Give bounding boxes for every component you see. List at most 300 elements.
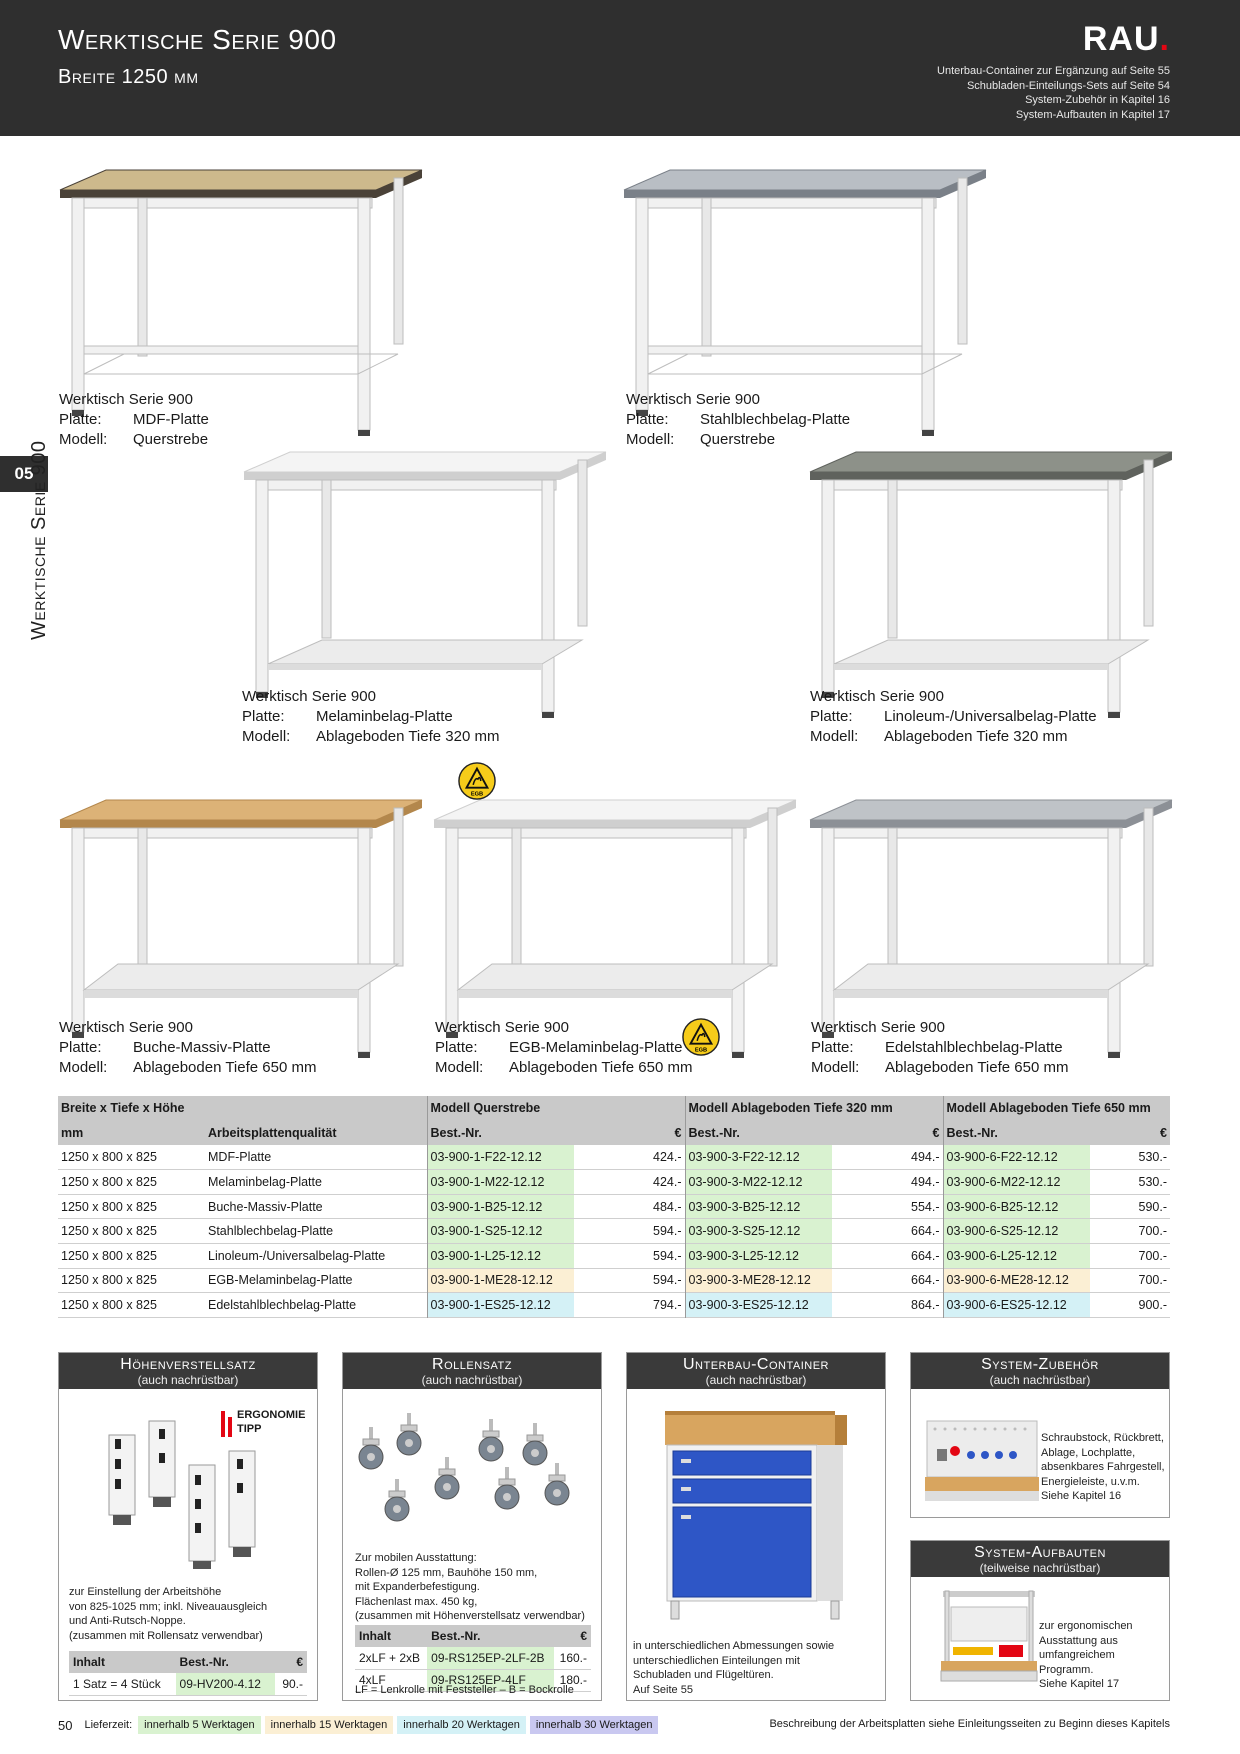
- col-header: €: [832, 1121, 943, 1146]
- caption-name: Werktisch Serie 900: [626, 391, 760, 408]
- table-row: [58, 1194, 1170, 1219]
- tabletop-edge: [810, 472, 1126, 480]
- caption-value: Buche-Massiv-Platte: [133, 1039, 271, 1056]
- caption-value: Ablageboden Tiefe 650 mm: [133, 1059, 317, 1076]
- shelf: [834, 964, 1148, 990]
- col-header: €: [275, 1651, 307, 1673]
- table-row: [355, 1647, 591, 1669]
- cell-dimensions: 1250 x 800 x 825: [61, 1150, 157, 1165]
- text-line: unterschiedlichen Einteilungen mit: [633, 1654, 800, 1667]
- caption-value: Linoleum-/Universalbelag-Platte: [884, 708, 1097, 725]
- front-leg: [446, 828, 458, 1032]
- cell-price: 90.-: [275, 1673, 307, 1695]
- caption-name: Werktisch Serie 900: [435, 1019, 569, 1036]
- frame-rail: [72, 198, 372, 208]
- frame-rail: [446, 828, 746, 838]
- rau-logo: [1083, 20, 1170, 59]
- height-adjust-feet-image: [89, 1419, 269, 1569]
- col-header: Best.-Nr.: [427, 1625, 554, 1647]
- caption-key: Platte:: [59, 411, 102, 428]
- text-line: Schraubstock, Rückbrett,: [1041, 1432, 1164, 1444]
- caption-name: Werktisch Serie 900: [242, 688, 376, 705]
- leg-foot: [358, 1052, 370, 1058]
- text-line: in unterschiedlichen Abmessungen sowie: [633, 1640, 835, 1652]
- esd-warning-icon: [458, 762, 496, 800]
- cell-best-nr-querstrebe: 03-900-1-ES25-12.12: [427, 1293, 574, 1318]
- caster-legend: LF = Lenkrolle mit Feststeller – B = Bockrolle: [355, 1684, 574, 1696]
- accessories-image: [925, 1419, 1039, 1503]
- cell-best-nr-querstrebe: 03-900-1-S25-12.12: [427, 1219, 574, 1244]
- box-subtitle: (auch nachrüstbar): [705, 1373, 807, 1387]
- cell-best-nr: 09-RS125EP-4LF: [427, 1669, 554, 1691]
- cell-dimensions: 1250 x 800 x 825: [61, 1298, 157, 1313]
- back-leg: [578, 460, 587, 626]
- shelf: [84, 964, 398, 990]
- frame-rail: [636, 198, 936, 208]
- col-header: Breite x Tiefe x Höhe: [58, 1096, 205, 1121]
- box-title: System-Aufbauten: [974, 1544, 1106, 1561]
- cell-plate-quality: Stahlblechbelag-Platte: [208, 1224, 334, 1239]
- text-line: Siehe Kapitel 17: [1039, 1678, 1120, 1690]
- shelf: [834, 640, 1148, 664]
- frame-rail: [256, 480, 556, 490]
- front-leg: [358, 198, 370, 430]
- back-leg: [768, 808, 777, 966]
- box-header: [627, 1353, 885, 1389]
- caster-icon: [397, 1413, 421, 1455]
- cell-best-nr-querstrebe: 03-900-1-L25-12.12: [427, 1244, 574, 1269]
- table-row: [58, 1268, 1170, 1293]
- text-line: mit Expanderbefestigung.: [355, 1581, 480, 1593]
- text-line: (zusammen mit Höhenverstellsatz verwendbar): [355, 1610, 585, 1622]
- text-line: Flächenlast max. 450 kg,: [355, 1595, 478, 1608]
- chapter-side-label: Werktische Serie 900: [28, 440, 50, 640]
- cell-best-nr-320: 03-900-3-B25-12.12: [685, 1194, 832, 1219]
- caster-icon: [385, 1479, 409, 1521]
- box-title: Höhenverstellsatz: [120, 1356, 256, 1373]
- table-row: [58, 1244, 1170, 1269]
- cell-price-querstrebe: 594.-: [653, 1248, 682, 1263]
- page-subtitle: Breite 1250 mm: [58, 66, 199, 88]
- cross-strut: [84, 346, 358, 354]
- back-leg: [394, 808, 403, 966]
- table-row: [58, 1145, 1170, 1170]
- table-head-row: [58, 1121, 1170, 1146]
- leg-foot: [542, 712, 554, 718]
- cell-price-650: 530.-: [1138, 1150, 1167, 1165]
- logo-text: RAU: [1082, 20, 1160, 58]
- tabletop: [60, 170, 422, 190]
- cell-best-nr-650: 03-900-6-ME28-12.12: [943, 1268, 1090, 1293]
- ergonomie-icon: [219, 1409, 235, 1439]
- cross-strut-base: [648, 354, 962, 374]
- back-leg: [512, 828, 521, 978]
- box-subtitle: (teilweise nachrüstbar): [979, 1561, 1101, 1575]
- text-line: zur Einstellung der Arbeitshöhe: [69, 1586, 222, 1598]
- front-leg: [1108, 828, 1120, 1052]
- box-text: [1039, 1619, 1133, 1692]
- caption-name: Werktisch Serie 900: [59, 391, 193, 408]
- col-header: Best.-Nr.: [943, 1121, 1090, 1146]
- caption-key: Modell:: [811, 1059, 860, 1076]
- caption-key: Platte:: [810, 708, 853, 725]
- cross-strut-base: [84, 354, 398, 374]
- footer-note: Beschreibung der Arbeitsplatten siehe Einleitungsseiten zu Beginn dieses Kapitels: [769, 1718, 1170, 1730]
- cell-plate-quality: EGB-Melaminbelag-Platte: [208, 1273, 353, 1288]
- leg-foot: [922, 430, 934, 436]
- box-title: Unterbau-Container: [682, 1356, 830, 1373]
- back-leg: [702, 198, 711, 356]
- text-line: zur ergonomischen: [1039, 1620, 1133, 1632]
- text-line: umfangreichem: [1039, 1649, 1115, 1661]
- text-line: (zusammen mit Rollensatz verwendbar): [69, 1629, 263, 1642]
- table-head-row: [69, 1651, 307, 1673]
- caption-name: Werktisch Serie 900: [59, 1019, 193, 1036]
- shelf-edge: [268, 664, 542, 670]
- cell-price-320: 664.-: [911, 1224, 940, 1239]
- shelf-edge: [458, 990, 732, 998]
- col-header: €: [574, 1121, 685, 1146]
- cell-best-nr-querstrebe: 03-900-1-F22-12.12: [427, 1145, 574, 1170]
- caption-value: Ablageboden Tiefe 650 mm: [509, 1059, 693, 1076]
- cell-inhalt: 1 Satz = 4 Stück: [69, 1673, 176, 1695]
- cell-plate-quality: Linoleum-/Universalbelag-Platte: [208, 1248, 386, 1263]
- cell-best-nr-650: 03-900-6-M22-12.12: [943, 1170, 1090, 1195]
- caster-icon: [545, 1463, 569, 1505]
- caster-icon: [479, 1419, 503, 1461]
- tabletop: [434, 800, 796, 820]
- box-header: [343, 1353, 601, 1389]
- cell-price-320: 554.-: [911, 1199, 940, 1214]
- product-caption: [435, 1018, 692, 1078]
- tabletop: [624, 170, 986, 190]
- col-header: mm: [58, 1121, 205, 1146]
- cell-best-nr-320: 03-900-3-S25-12.12: [685, 1219, 832, 1244]
- cell-best-nr-320: 03-900-3-ME28-12.12: [685, 1268, 832, 1293]
- cell-price: 160.-: [554, 1647, 591, 1669]
- caption-name: Werktisch Serie 900: [810, 688, 944, 705]
- caption-key: Modell:: [626, 431, 675, 448]
- shelf-edge: [834, 664, 1108, 670]
- front-leg: [542, 480, 554, 712]
- box-title: Rollensatz: [432, 1356, 512, 1373]
- back-leg: [138, 198, 147, 356]
- cell-best-nr-320: 03-900-3-L25-12.12: [685, 1244, 832, 1269]
- box-text: [1041, 1431, 1165, 1504]
- box-subtitle: (auch nachrüstbar): [137, 1373, 239, 1387]
- cell-best-nr-650: 03-900-6-S25-12.12: [943, 1219, 1090, 1244]
- caption-value: Querstrebe: [700, 431, 776, 448]
- superstructure-image: [939, 1589, 1039, 1693]
- tabletop-edge: [434, 820, 750, 828]
- delivery-chip-20: innerhalb 20 Werktagen: [397, 1716, 526, 1734]
- product-caption: [626, 390, 850, 450]
- ergonomie-tipp-badge: [219, 1407, 311, 1441]
- cell-inhalt: 4xLF: [355, 1669, 427, 1691]
- ref-line: System-Zubehör in Kapitel 16: [1025, 94, 1170, 106]
- page-footer: [58, 1713, 1170, 1737]
- cell-plate-quality: Edelstahlblechbelag-Platte: [208, 1298, 357, 1313]
- text-line: Rollen-Ø 125 mm, Bauhöhe 150 mm,: [355, 1566, 538, 1579]
- product-caption: [811, 1018, 1068, 1078]
- cell-best-nr-320: 03-900-3-F22-12.12: [685, 1145, 832, 1170]
- text-line: Energieleiste, u.v.m.: [1041, 1475, 1140, 1488]
- col-header: Arbeitsplattenqualität: [205, 1121, 427, 1146]
- delivery-chip-5: innerhalb 5 Werktagen: [138, 1716, 260, 1734]
- cell-best-nr-650: 03-900-6-L25-12.12: [943, 1244, 1090, 1269]
- cell-price-650: 900.-: [1138, 1298, 1167, 1313]
- col-header: [205, 1096, 427, 1121]
- back-leg: [322, 480, 331, 638]
- tabletop: [244, 452, 606, 472]
- caption-key: Platte:: [435, 1039, 478, 1056]
- container-cabinet-image: [661, 1407, 851, 1629]
- cell-price-querstrebe: 424.-: [653, 1175, 682, 1190]
- cell-dimensions: 1250 x 800 x 825: [61, 1248, 157, 1263]
- tabletop: [810, 800, 1172, 820]
- cell-plate-quality: Buche-Massiv-Platte: [208, 1199, 323, 1214]
- cell-price-320: 864.-: [911, 1298, 940, 1313]
- caption-name: Werktisch Serie 900: [811, 1019, 945, 1036]
- frame-rail: [822, 480, 1122, 490]
- cell-price-650: 590.-: [1138, 1199, 1167, 1214]
- caption-key: Modell:: [810, 728, 859, 745]
- caption-key: Modell:: [59, 1059, 108, 1076]
- tabletop-edge: [244, 472, 560, 480]
- caption-value: Edelstahlblechbelag-Platte: [885, 1039, 1063, 1056]
- page-title: Werktische Serie 900: [58, 24, 337, 55]
- box-text: [69, 1585, 267, 1643]
- frame-rail: [72, 828, 372, 838]
- box-subtitle: (auch nachrüstbar): [989, 1373, 1091, 1387]
- col-header: €: [1090, 1121, 1170, 1146]
- cell-price-querstrebe: 484.-: [653, 1199, 682, 1214]
- cell-dimensions: 1250 x 800 x 825: [61, 1273, 157, 1288]
- cell-plate-quality: Melaminbelag-Platte: [208, 1175, 322, 1190]
- caption-value: Stahlblechbelag-Platte: [700, 411, 851, 428]
- table-row: [58, 1219, 1170, 1244]
- front-leg: [822, 828, 834, 1032]
- cell-price-querstrebe: 794.-: [653, 1298, 682, 1313]
- back-leg: [1144, 460, 1153, 626]
- leg-foot: [358, 430, 370, 436]
- back-leg: [888, 480, 897, 638]
- cell-price-650: 700.-: [1138, 1248, 1167, 1263]
- back-leg: [394, 178, 403, 344]
- caption-value: Ablageboden Tiefe 650 mm: [885, 1059, 1069, 1076]
- front-leg: [822, 480, 834, 692]
- cell-best-nr-querstrebe: 03-900-1-ME28-12.12: [427, 1268, 574, 1293]
- cell-price-650: 700.-: [1138, 1224, 1167, 1239]
- leg-foot: [1108, 1052, 1120, 1058]
- order-table: [355, 1625, 591, 1692]
- tabletop-edge: [810, 820, 1126, 828]
- badge-line: TIPP: [237, 1423, 262, 1435]
- esd-label: EGB: [470, 791, 484, 798]
- cell-best-nr-querstrebe: 03-900-1-B25-12.12: [427, 1194, 574, 1219]
- cell-best-nr-querstrebe: 03-900-1-M22-12.12: [427, 1170, 574, 1195]
- box-text: [633, 1639, 834, 1697]
- caption-key: Modell:: [435, 1059, 484, 1076]
- table-row: [58, 1293, 1170, 1318]
- table-row: [69, 1673, 307, 1695]
- shelf-edge: [834, 990, 1108, 998]
- cell-best-nr: 09-RS125EP-2LF-2B: [427, 1647, 554, 1669]
- front-leg: [922, 198, 934, 430]
- leg-foot: [1108, 712, 1120, 718]
- col-header: Inhalt: [355, 1625, 427, 1647]
- shelf: [268, 640, 582, 664]
- cell-plate-quality: MDF-Platte: [208, 1150, 272, 1165]
- table-head-row: [58, 1096, 1170, 1121]
- caption-value: Melaminbelag-Platte: [316, 708, 453, 725]
- delivery-chip-30: innerhalb 30 Werktagen: [530, 1716, 659, 1734]
- box-header: [911, 1541, 1169, 1577]
- tabletop-edge: [624, 190, 940, 198]
- col-header: Modell Querstrebe: [427, 1096, 685, 1121]
- col-header: Best.-Nr.: [427, 1121, 574, 1146]
- tabletop: [60, 800, 422, 820]
- box-rollensatz: [342, 1352, 602, 1701]
- table-row: [58, 1170, 1170, 1195]
- back-leg: [138, 828, 147, 978]
- cell-price-650: 700.-: [1138, 1273, 1167, 1288]
- front-leg: [1108, 480, 1120, 712]
- box-header: [59, 1353, 317, 1389]
- shelf: [458, 964, 772, 990]
- back-leg: [888, 828, 897, 978]
- front-leg: [636, 198, 648, 410]
- box-system-aufbauten: [910, 1540, 1170, 1701]
- caption-value: MDF-Platte: [133, 411, 209, 428]
- cell-best-nr-650: 03-900-6-B25-12.12: [943, 1194, 1090, 1219]
- text-line: und Anti-Rutsch-Noppe.: [69, 1615, 186, 1627]
- price-table: [58, 1096, 1170, 1318]
- text-line: von 825-1025 mm; inkl. Niveauausgleich: [69, 1600, 268, 1613]
- ref-line: Unterbau-Container zur Ergänzung auf Seite 55: [937, 65, 1170, 77]
- text-line: Siehe Kapitel 16: [1041, 1490, 1122, 1502]
- text-line: Ausstattung aus: [1039, 1634, 1118, 1647]
- caster-icon: [523, 1423, 547, 1465]
- cell-price-320: 494.-: [911, 1150, 940, 1165]
- ref-line: Schubladen-Einteilungs-Sets auf Seite 54: [966, 79, 1170, 92]
- chapter-tab: 05: [0, 456, 48, 492]
- product-caption: [810, 687, 1097, 747]
- page-header: [0, 0, 1240, 136]
- leg-foot: [732, 1052, 744, 1058]
- front-leg: [72, 828, 84, 1032]
- front-leg: [72, 198, 84, 410]
- esd-label: EGB: [694, 1047, 708, 1054]
- cell-best-nr: 09-HV200-4.12: [176, 1673, 276, 1695]
- caster-icon: [495, 1467, 519, 1509]
- col-header: Modell Ablageboden Tiefe 320 mm: [685, 1096, 943, 1121]
- table-image-melamine: [242, 450, 608, 720]
- caption-value: Ablageboden Tiefe 320 mm: [316, 728, 500, 745]
- cell-price: 180.-: [554, 1669, 591, 1691]
- page-number: 50: [58, 1717, 73, 1733]
- col-header: Best.-Nr.: [176, 1651, 276, 1673]
- caption-key: Platte:: [59, 1039, 102, 1056]
- front-leg: [256, 480, 268, 692]
- cell-price-querstrebe: 594.-: [653, 1273, 682, 1288]
- cell-best-nr-320: 03-900-3-M22-12.12: [685, 1170, 832, 1195]
- product-caption: [59, 1018, 316, 1078]
- delivery-chip-15: innerhalb 15 Werktagen: [265, 1716, 394, 1734]
- caption-key: Platte:: [626, 411, 669, 428]
- box-subtitle: (auch nachrüstbar): [421, 1373, 523, 1387]
- caption-key: Platte:: [811, 1039, 854, 1056]
- cell-price-querstrebe: 594.-: [653, 1224, 682, 1239]
- cell-best-nr-650: 03-900-6-F22-12.12: [943, 1145, 1090, 1170]
- badge-line: ERGONOMIE: [237, 1409, 306, 1421]
- caption-value: EGB-Melaminbelag-Platte: [509, 1039, 683, 1056]
- text-line: Programm.: [1039, 1663, 1094, 1676]
- col-header: Inhalt: [69, 1651, 176, 1673]
- cell-price-650: 530.-: [1138, 1175, 1167, 1190]
- back-leg: [1144, 808, 1153, 966]
- table-image-linoleum: [808, 450, 1174, 720]
- tabletop-edge: [60, 820, 376, 828]
- caption-value: Ablageboden Tiefe 320 mm: [884, 728, 1068, 745]
- product-caption: [242, 687, 499, 747]
- cell-best-nr-650: 03-900-6-ES25-12.12: [943, 1293, 1090, 1318]
- text-line: Zur mobilen Ausstattung:: [355, 1552, 477, 1564]
- box-title: System-Zubehör: [981, 1356, 1099, 1373]
- front-leg: [358, 828, 370, 1052]
- delivery-label: Lieferzeit:: [84, 1719, 133, 1731]
- cell-price-querstrebe: 424.-: [653, 1150, 682, 1165]
- caption-key: Modell:: [242, 728, 291, 745]
- cell-inhalt: 2xLF + 2xB: [355, 1647, 427, 1669]
- shelf-edge: [84, 990, 358, 998]
- casters-image: [357, 1413, 589, 1543]
- text-line: Auf Seite 55: [633, 1683, 693, 1696]
- box-system-zubehoer: [910, 1352, 1170, 1518]
- cell-price-320: 664.-: [911, 1248, 940, 1263]
- cell-price-320: 664.-: [911, 1273, 940, 1288]
- caster-icon: [359, 1427, 383, 1469]
- caption-key: Modell:: [59, 431, 108, 448]
- col-header: Best.-Nr.: [685, 1121, 832, 1146]
- caption-key: Platte:: [242, 708, 285, 725]
- cell-price-320: 494.-: [911, 1175, 940, 1190]
- caster-icon: [435, 1457, 459, 1499]
- order-table: [69, 1651, 307, 1696]
- box-hoehenverstellsatz: [58, 1352, 318, 1701]
- ref-line: System-Aufbauten in Kapitel 17: [1015, 108, 1170, 121]
- col-header: Modell Ablageboden Tiefe 650 mm: [943, 1096, 1170, 1121]
- text-line: Ablage, Lochplatte,: [1041, 1446, 1136, 1459]
- tabletop-edge: [60, 190, 376, 198]
- product-caption: [59, 390, 209, 450]
- tabletop: [810, 452, 1172, 472]
- box-header: [911, 1353, 1169, 1389]
- caption-value: Querstrebe: [133, 431, 209, 448]
- table-head-row: [355, 1625, 591, 1647]
- header-references: [937, 64, 1170, 122]
- logo-dot: .: [1159, 20, 1170, 58]
- cross-strut: [648, 346, 922, 354]
- frame-rail: [822, 828, 1122, 838]
- box-unterbau-container: [626, 1352, 886, 1701]
- box-text: [355, 1551, 585, 1624]
- cell-dimensions: 1250 x 800 x 825: [61, 1224, 157, 1239]
- back-leg: [958, 178, 967, 344]
- cell-best-nr-320: 03-900-3-ES25-12.12: [685, 1293, 832, 1318]
- cell-dimensions: 1250 x 800 x 825: [61, 1199, 157, 1214]
- text-line: Schubladen und Flügeltüren.: [633, 1669, 774, 1681]
